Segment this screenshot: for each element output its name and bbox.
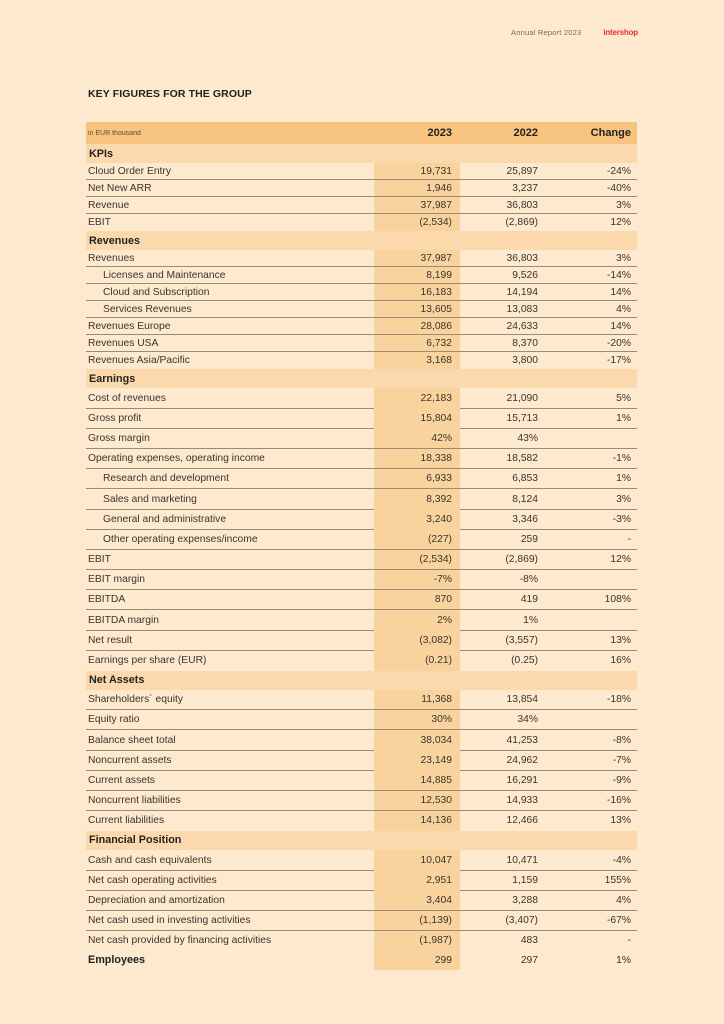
value-change: -20% <box>606 338 631 349</box>
table-row <box>86 250 637 267</box>
value-change <box>546 570 637 590</box>
value-2023: 3,404 <box>374 890 460 910</box>
value-2023: (3,082) <box>374 630 460 650</box>
row-label: Net New ARR <box>88 183 152 194</box>
value-2023: -7% <box>374 570 460 590</box>
table-row <box>86 690 637 710</box>
value-2023: 18,338 <box>374 449 460 469</box>
value-2022: 16,291 <box>506 774 538 786</box>
value-2022: 41,253 <box>506 734 538 746</box>
table-row <box>86 870 637 890</box>
value-2022: 259 <box>520 533 538 545</box>
row-label: Revenues USA <box>88 338 159 349</box>
row-label: Cloud and Subscription <box>103 287 210 298</box>
value-2023: 6,933 <box>374 469 460 489</box>
value-2023: 11,368 <box>374 690 460 710</box>
value-change: 4% <box>616 894 631 906</box>
value-change: -40% <box>606 183 631 194</box>
col-header-2023: 2023 <box>427 127 452 139</box>
value-change <box>546 610 637 630</box>
row-label: Earnings per share (EUR) <box>88 655 207 667</box>
table-row <box>86 163 637 180</box>
table-row <box>86 388 637 408</box>
row-label: EBITDA margin <box>88 614 159 626</box>
row-label: Services Revenues <box>103 304 192 315</box>
row-label: Net cash operating activities <box>88 874 217 886</box>
value-2022: (0.25) <box>511 655 538 667</box>
value-2023: 38,034 <box>374 730 460 750</box>
table-row <box>86 750 637 770</box>
value-change: -16% <box>606 795 631 807</box>
value-2022: 419 <box>520 594 538 606</box>
report-label: Annual Report 2023 <box>511 28 582 37</box>
row-label: Licenses and Maintenance <box>103 270 226 281</box>
section-title: Financial Position <box>89 834 182 847</box>
value-2023: 19,731 <box>374 163 460 180</box>
value-change: 12% <box>610 554 631 566</box>
section-revenues <box>86 231 637 250</box>
row-label: Equity ratio <box>88 714 140 726</box>
row-label: Other operating expenses/income <box>103 533 258 545</box>
value-2022: 1% <box>523 614 538 626</box>
section-title: Revenues <box>89 234 141 247</box>
value-2023: 8,199 <box>374 267 460 284</box>
value-change: - <box>627 935 631 947</box>
value-2022: 18,582 <box>506 453 538 465</box>
row-label: Revenues Asia/Pacific <box>88 355 190 366</box>
value-change: 13% <box>610 815 631 827</box>
value-change: -1% <box>612 453 631 465</box>
value-2022: 21,090 <box>506 392 538 404</box>
table-row <box>86 931 637 951</box>
value-2023: 6,732 <box>374 335 460 352</box>
row-label: Sales and marketing <box>103 493 197 505</box>
value-2022: (3,407) <box>505 915 538 927</box>
table-row <box>86 570 637 590</box>
value-2023: (1,987) <box>374 931 460 951</box>
value-2023: 37,987 <box>374 197 460 214</box>
value-change: -8% <box>612 734 631 746</box>
value-2023: 13,605 <box>374 301 460 318</box>
table-row <box>86 180 637 197</box>
table-row <box>86 301 637 318</box>
value-change: -4% <box>612 854 631 866</box>
table-row <box>86 449 637 469</box>
table-row <box>86 610 637 630</box>
value-change: -24% <box>606 166 631 177</box>
value-2023: 299 <box>374 951 460 970</box>
value-2022: (3,557) <box>505 634 538 646</box>
row-label: Current assets <box>88 774 155 786</box>
table-row <box>86 318 637 335</box>
value-2023: (227) <box>374 529 460 549</box>
value-2022: 12,466 <box>506 815 538 827</box>
table-row <box>86 428 637 448</box>
value-change: -17% <box>606 355 631 366</box>
value-2022: 36,803 <box>506 200 538 211</box>
value-change: 1% <box>616 473 631 485</box>
table-row <box>86 469 637 489</box>
value-2022: 24,962 <box>506 754 538 766</box>
value-change: -18% <box>606 694 631 706</box>
row-label: Net cash used in investing activities <box>88 915 251 927</box>
value-change: 4% <box>616 304 631 315</box>
value-change: 155% <box>604 874 631 886</box>
table-row <box>86 890 637 910</box>
row-label: Current liabilities <box>88 815 165 827</box>
section-financial-position <box>86 831 637 850</box>
value-2022: 13,854 <box>506 694 538 706</box>
value-change: 1% <box>616 954 631 966</box>
value-2023: (2,534) <box>374 214 460 231</box>
row-label: Cloud Order Entry <box>88 166 171 177</box>
row-label: Balance sheet total <box>88 734 176 746</box>
table-row <box>86 284 637 301</box>
value-2023: (2,534) <box>374 550 460 570</box>
value-2023: 10,047 <box>374 850 460 870</box>
value-2023: 3,240 <box>374 509 460 529</box>
value-2022: (2,869) <box>505 554 538 566</box>
value-2022: 3,288 <box>512 894 538 906</box>
employees-row <box>86 951 637 970</box>
value-change: 3% <box>616 493 631 505</box>
value-change: 108% <box>604 594 631 606</box>
section-kpis <box>86 144 637 163</box>
row-label: Net result <box>88 634 133 646</box>
row-label: EBIT <box>88 554 111 566</box>
value-2022: 43% <box>517 432 538 444</box>
unit-label: in EUR thousand <box>88 129 141 137</box>
table-row <box>86 811 637 831</box>
value-change: -7% <box>612 754 631 766</box>
value-change: 13% <box>610 634 631 646</box>
table-row <box>86 352 637 369</box>
table-row <box>86 630 637 650</box>
value-2023: 23,149 <box>374 750 460 770</box>
value-change: 3% <box>616 253 631 264</box>
net-assets-rows <box>86 690 637 831</box>
value-2023: 12,530 <box>374 791 460 811</box>
row-label: EBITDA <box>88 594 126 606</box>
section-title: Net Assets <box>89 674 145 687</box>
table-row <box>86 408 637 428</box>
row-label: Cash and cash equivalents <box>88 854 212 866</box>
row-label: Gross profit <box>88 412 142 424</box>
value-change <box>546 710 637 730</box>
value-2022: 15,713 <box>506 412 538 424</box>
kpis-rows <box>86 163 637 231</box>
value-change: 14% <box>610 287 631 298</box>
value-2022: -8% <box>519 574 538 586</box>
row-label: General and administrative <box>103 513 227 525</box>
value-change: 12% <box>610 217 631 228</box>
row-label: EBIT <box>88 217 111 228</box>
table-header <box>86 122 637 144</box>
value-2022: 3,800 <box>512 355 538 366</box>
table-row <box>86 710 637 730</box>
value-2023: 28,086 <box>374 318 460 335</box>
value-2023: 15,804 <box>374 408 460 428</box>
value-change: 3% <box>616 200 631 211</box>
value-2022: 1,159 <box>512 874 538 886</box>
value-2022: 3,237 <box>512 183 538 194</box>
value-change <box>546 428 637 448</box>
table-row <box>86 267 637 284</box>
financial-position-rows <box>86 850 637 951</box>
value-change: 5% <box>616 392 631 404</box>
value-2023: (0.21) <box>374 650 460 670</box>
value-change: - <box>627 533 631 545</box>
table-row <box>86 791 637 811</box>
value-2022: 297 <box>520 954 538 966</box>
table-row <box>86 850 637 870</box>
table-row <box>86 911 637 931</box>
value-2022: 10,471 <box>506 854 538 866</box>
value-change: -67% <box>606 915 631 927</box>
table-row <box>86 770 637 790</box>
row-label: Cost of revenues <box>88 392 166 404</box>
value-2022: 25,897 <box>506 166 538 177</box>
row-label: Noncurrent assets <box>88 754 172 766</box>
value-2023: 30% <box>374 710 460 730</box>
table-row <box>86 529 637 549</box>
value-change: 1% <box>616 412 631 424</box>
row-label: Gross margin <box>88 432 150 444</box>
page-header <box>511 28 638 37</box>
row-label: Revenues Europe <box>88 321 171 332</box>
table-row <box>86 590 637 610</box>
table-row <box>86 550 637 570</box>
value-2023: 870 <box>374 590 460 610</box>
value-2023: 16,183 <box>374 284 460 301</box>
value-2023: 14,136 <box>374 811 460 831</box>
table-row <box>86 730 637 750</box>
key-figures-table <box>86 122 637 970</box>
section-title: KPIs <box>89 147 114 160</box>
row-label: Employees <box>88 954 146 967</box>
table-row <box>86 489 637 509</box>
value-2022: 8,370 <box>512 338 538 349</box>
value-2023: 2% <box>374 610 460 630</box>
value-2022: 6,853 <box>512 473 538 485</box>
table-row <box>86 335 637 352</box>
value-2022: 36,803 <box>506 253 538 264</box>
value-2023: 2,951 <box>374 870 460 890</box>
table-row <box>86 197 637 214</box>
section-title: Earnings <box>89 372 136 385</box>
section-net-assets <box>86 671 637 690</box>
earnings-rows <box>86 388 637 671</box>
value-change: -9% <box>612 774 631 786</box>
value-2022: 3,346 <box>512 513 538 525</box>
row-label: Shareholders´ equity <box>88 694 184 706</box>
value-2022: 8,124 <box>512 493 538 505</box>
row-label: EBIT margin <box>88 574 146 586</box>
value-change: -14% <box>606 270 631 281</box>
value-2022: 34% <box>517 714 538 726</box>
value-2023: 1,946 <box>374 180 460 197</box>
table-row <box>86 650 637 670</box>
section-earnings <box>86 369 637 388</box>
value-2022: 14,933 <box>506 795 538 807</box>
table-row <box>86 214 637 231</box>
row-label: Noncurrent liabilities <box>88 795 181 807</box>
row-label: Research and development <box>103 473 229 485</box>
value-change: 16% <box>610 655 631 667</box>
value-2023: 42% <box>374 428 460 448</box>
value-2022: 14,194 <box>506 287 538 298</box>
row-label: Net cash provided by financing activities <box>88 935 272 947</box>
value-2022: 483 <box>520 935 538 947</box>
row-label: Depreciation and amortization <box>88 894 225 906</box>
page-title: KEY FIGURES FOR THE GROUP <box>88 88 252 100</box>
value-2023: 8,392 <box>374 489 460 509</box>
value-change: 14% <box>610 321 631 332</box>
value-2022: 24,633 <box>506 321 538 332</box>
col-header-change: Change <box>590 127 631 139</box>
value-2023: (1,139) <box>374 911 460 931</box>
row-label: Revenue <box>88 200 130 211</box>
row-label: Operating expenses, operating income <box>88 453 265 465</box>
revenues-rows <box>86 250 637 369</box>
value-2022: (2,869) <box>505 217 538 228</box>
value-2023: 14,885 <box>374 770 460 790</box>
value-2023: 22,183 <box>374 388 460 408</box>
value-2023: 3,168 <box>374 352 460 369</box>
col-header-2022: 2022 <box>513 127 538 139</box>
value-change: -3% <box>612 513 631 525</box>
table-row <box>86 509 637 529</box>
brand-logo: intershop <box>603 28 638 37</box>
value-2022: 13,083 <box>506 304 538 315</box>
value-2023: 37,987 <box>374 250 460 267</box>
value-2022: 9,526 <box>512 270 538 281</box>
row-label: Revenues <box>88 253 135 264</box>
